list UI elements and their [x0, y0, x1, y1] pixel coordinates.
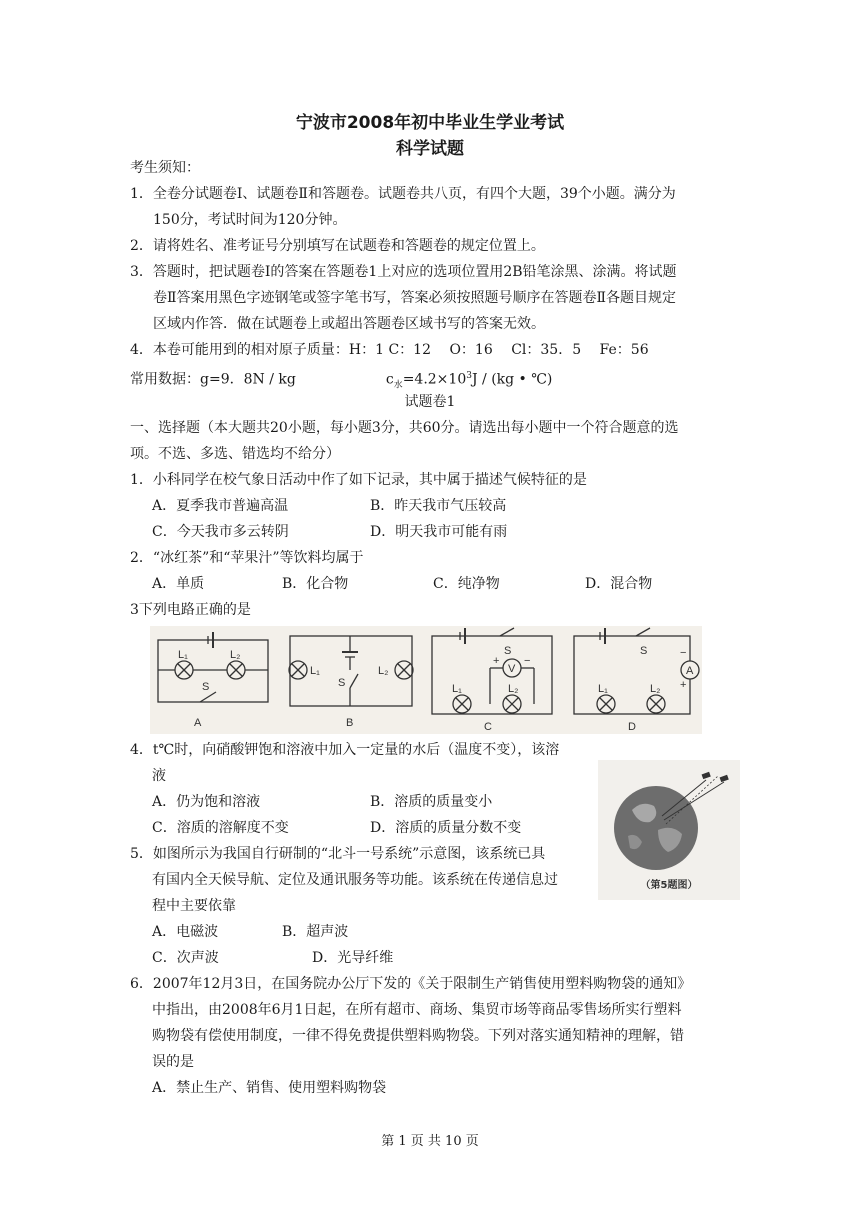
q2-option-b: B．化合物 — [282, 576, 349, 592]
exam-title: 宁波市2008年初中毕业生学业考试 — [295, 113, 565, 133]
q5-stem: 5．如图所示为我国自行研制的“北斗一号系统”示意图，该系统已具 — [130, 846, 546, 862]
circuit-d-label: D — [628, 721, 636, 733]
q2-option-d: D．混合物 — [585, 576, 653, 592]
q5-stem-cont2: 程中主要依靠 — [152, 898, 236, 914]
q4-option-a: A．仍为饱和溶液 — [152, 794, 261, 810]
figure-caption: （第5题图） — [640, 880, 698, 891]
q2-stem: 2．“冰红茶”和“苹果汁”等饮料均属于 — [130, 550, 364, 566]
circuit-d-l1: L₁ — [598, 683, 608, 695]
notice-item-2: 2．请将姓名、准考证号分别填写在试题卷和答题卷的规定位置上。 — [130, 238, 545, 254]
q5-stem-cont: 有国内全天候导航、定位及通讯服务等功能。该系统在传递信息过 — [152, 872, 558, 888]
circuit-a-l2: L₂ — [230, 649, 241, 661]
circuit-b-s: S — [338, 677, 346, 689]
q5-option-d: D．光导纤维 — [312, 950, 394, 966]
q1-option-a: A．夏季我市普遍高温 — [152, 498, 289, 514]
circuit-c-l2: L₂ — [508, 683, 519, 695]
constants-c: c — [385, 371, 394, 388]
q4-option-b: B．溶质的质量变小 — [370, 794, 493, 810]
q1-option-d: D．明天我市可能有雨 — [370, 524, 508, 540]
q6-option-a: A．禁止生产、销售、使用塑料购物袋 — [152, 1080, 387, 1096]
circuit-c-v: V — [508, 663, 516, 675]
notice-item-3-cont: 卷Ⅱ答案用黑色字迹钢笔或签字笔书写，答案必须按照题号顺序在答题卷Ⅱ各题目规定 — [153, 290, 677, 306]
q1-stem: 1．小科同学在校气象日活动中作了如下记录，其中属于描述气候特征的是 — [130, 472, 587, 488]
q4-option-c: C．溶质的溶解度不变 — [152, 820, 289, 836]
circuit-c-s: S — [504, 645, 512, 657]
constants-unit: J / (kg • ℃) — [471, 371, 553, 388]
circuit-d-minus: − — [680, 647, 687, 659]
constants-exp: 3 — [466, 371, 472, 381]
notice-item-3-cont2: 区域内作答．做在试题卷上或超出答题卷区域书写的答案无效。 — [153, 316, 545, 332]
circuit-a-s: S — [202, 681, 210, 693]
q2-option-c: C．纯净物 — [433, 576, 500, 592]
circuit-c-label: C — [484, 721, 492, 733]
q1-option-b: B．昨天我市气压较高 — [370, 498, 507, 514]
q1-option-c: C．今天我市多云转阴 — [152, 524, 289, 540]
q3-stem: 3下列电路正确的是 — [130, 602, 251, 618]
circuit-d-plus: + — [680, 679, 687, 691]
q5-option-c: C．次声波 — [152, 950, 219, 966]
section-heading: 一、选择题（本大题共20小题，每小题3分，共60分。请选出每小题中一个符合题意的选 — [130, 420, 679, 436]
notice-heading: 考生须知： — [130, 160, 200, 176]
circuit-b-label: B — [346, 717, 354, 729]
notice-item-1-cont: 150分，考试时间为120分钟。 — [153, 212, 347, 228]
circuit-b-l2: L₂ — [378, 665, 389, 677]
exam-subtitle: 科学试题 — [396, 139, 464, 159]
section-heading-cont: 项。不选、多选、错选均不给分） — [130, 446, 340, 462]
q6-stem: 6．2007年12月3日，在国务院办公厅下发的《关于限制生产销售使用塑料购物袋的通知》 — [130, 976, 692, 992]
constants-water-sub: 水 — [393, 380, 403, 391]
q6-stem-cont3: 误的是 — [152, 1054, 194, 1070]
notice-item-3: 3．答题时，把试题卷Ⅰ的答案在答题卷1上对应的选项位置用2B铅笔涂黑、涂满。将试题 — [130, 264, 677, 280]
circuit-a-l1: L₁ — [178, 649, 188, 661]
constants-value: =4.2×10 — [402, 371, 467, 388]
constants-g: 常用数据：g=9．8N / kg — [130, 371, 296, 388]
earth-icon — [614, 786, 698, 870]
page-footer: 第 1 页 共 10 页 — [381, 1134, 479, 1149]
q4-option-d: D．溶质的质量分数不变 — [370, 820, 522, 836]
beidou-figure — [598, 760, 740, 900]
q5-option-a: A．电磁波 — [152, 924, 219, 940]
circuit-c-minus: − — [524, 655, 531, 667]
q2-option-a: A．单质 — [152, 576, 205, 592]
volume-label: 试题卷1 — [404, 394, 456, 410]
circuit-b-l1: L₁ — [310, 665, 320, 677]
circuit-d-a: A — [686, 665, 694, 677]
circuit-c-plus: + — [493, 655, 500, 667]
q6-stem-cont2: 购物袋有偿使用制度，一律不得免费提供塑料购物袋。下列对落实通知精神的理解，错 — [152, 1028, 684, 1044]
notice-item-4: 4．本卷可能用到的相对原子质量：H：1 C：12 O：16 Cl：35．5 Fe：56 — [130, 342, 649, 358]
circuit-diagrams — [150, 626, 702, 734]
circuit-d-l2: L₂ — [650, 683, 661, 695]
q5-option-b: B．超声波 — [282, 924, 349, 940]
circuit-d-s: S — [640, 645, 648, 657]
q4-stem: 4．t℃时，向硝酸钾饱和溶液中加入一定量的水后（温度不变），该溶 — [130, 742, 560, 758]
q4-stem-cont: 液 — [152, 768, 166, 784]
q6-stem-cont: 中指出，由2008年6月1日起，在所有超市、商场、集贸市场等商品零售场所实行塑料 — [152, 1002, 682, 1018]
circuit-c-l1: L₁ — [452, 683, 462, 695]
circuit-a-label: A — [194, 717, 202, 729]
notice-item-1: 1．全卷分试题卷Ⅰ、试题卷Ⅱ和答题卷。试题卷共八页，有四个大题，39个小题。满分为 — [130, 186, 676, 202]
